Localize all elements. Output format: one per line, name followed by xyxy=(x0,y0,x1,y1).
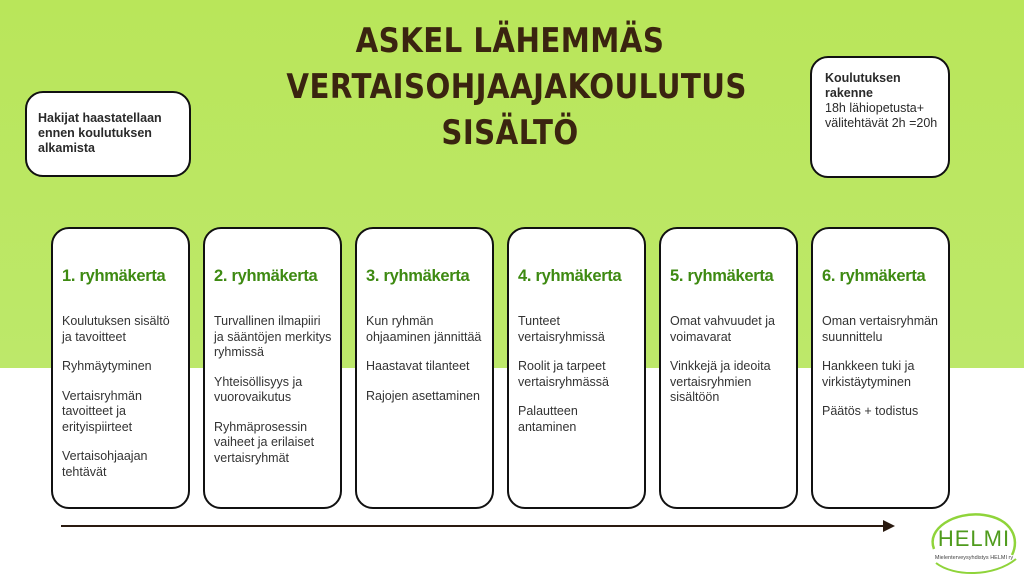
session-card-title: 3. ryhmäkerta xyxy=(366,267,470,285)
title-line-1: ASKEL LÄHEMMÄS xyxy=(355,21,665,61)
session-topic: Rajojen asettaminen xyxy=(366,388,480,403)
session-topic: Palautteen antaminen xyxy=(518,404,578,434)
session-topic: Kun ryhmän ohjaaminen jännittää xyxy=(366,314,482,344)
session-topic: Oman vertaisryhmän suunnittelu xyxy=(822,314,939,344)
title-line-3: SISÄLTÖ xyxy=(441,113,579,153)
structure-note-text: 18h lähiopetusta+ välitehtävät 2h =20h xyxy=(825,101,938,130)
session-card-title: 1. ryhmäkerta xyxy=(62,267,166,285)
session-card-title: 5. ryhmäkerta xyxy=(670,267,774,285)
session-topic: Vertaisohjaajan tehtävät xyxy=(62,449,148,479)
interview-note-text: Hakijat haastatellaan ennen koulutuksen alkamista xyxy=(38,111,162,155)
session-topic: Ryhmäprosessin vaiheet ja erilaiset vertaisryhmät xyxy=(214,419,315,465)
session-card-title: 2. ryhmäkerta xyxy=(214,267,318,285)
session-topic: Tunteet vertaisryhmissä xyxy=(518,314,605,344)
timeline-arrow-icon xyxy=(883,520,895,532)
session-topic: Vinkkejä ja ideoita vertaisryhmien sisältöön xyxy=(670,359,771,404)
interview-note xyxy=(25,91,191,177)
session-topic: Haastavat tilanteet xyxy=(366,359,470,373)
title-line-2: VERTAISOHJAAJAKOULUTUS xyxy=(286,67,747,107)
timeline-arrow-line xyxy=(61,525,885,527)
logo-wordmark: HELMI xyxy=(937,526,1011,551)
session-topic: Omat vahvuudet ja voimavarat xyxy=(670,314,775,344)
session-card-3 xyxy=(355,227,494,509)
session-topic: Roolit ja tarpeet vertaisryhmässä xyxy=(518,359,609,389)
session-card-title: 4. ryhmäkerta xyxy=(518,267,622,285)
logo-tagline: Mielenterveysyhdistys HELMI ry xyxy=(934,555,1014,561)
session-card-title: 6. ryhmäkerta xyxy=(822,267,926,285)
session-card-4 xyxy=(507,227,646,509)
structure-note xyxy=(810,56,950,178)
session-topic: Päätös + todistus xyxy=(822,404,919,418)
session-card-1 xyxy=(51,227,190,509)
session-card-6 xyxy=(811,227,950,509)
session-topic: Hankkeen tuki ja virkistäytyminen xyxy=(822,359,915,389)
session-card-2 xyxy=(203,227,342,509)
session-topic: Vertaisryhmän tavoitteet ja erityispiirteet xyxy=(62,388,142,434)
session-topic: Turvallinen ilmapiiri ja sääntöjen merkitys ryhmissä xyxy=(214,314,332,359)
page-title xyxy=(286,18,747,156)
session-topic: Yhteisöllisyys ja vuorovaikutus xyxy=(214,374,303,404)
helmi-logo xyxy=(924,509,1024,576)
session-topic: Koulutuksen sisältö ja tavoitteet xyxy=(62,314,170,344)
session-card-5 xyxy=(659,227,798,509)
structure-note-heading: Koulutuksen rakenne xyxy=(825,71,901,100)
session-topic: Ryhmäytyminen xyxy=(62,359,152,373)
